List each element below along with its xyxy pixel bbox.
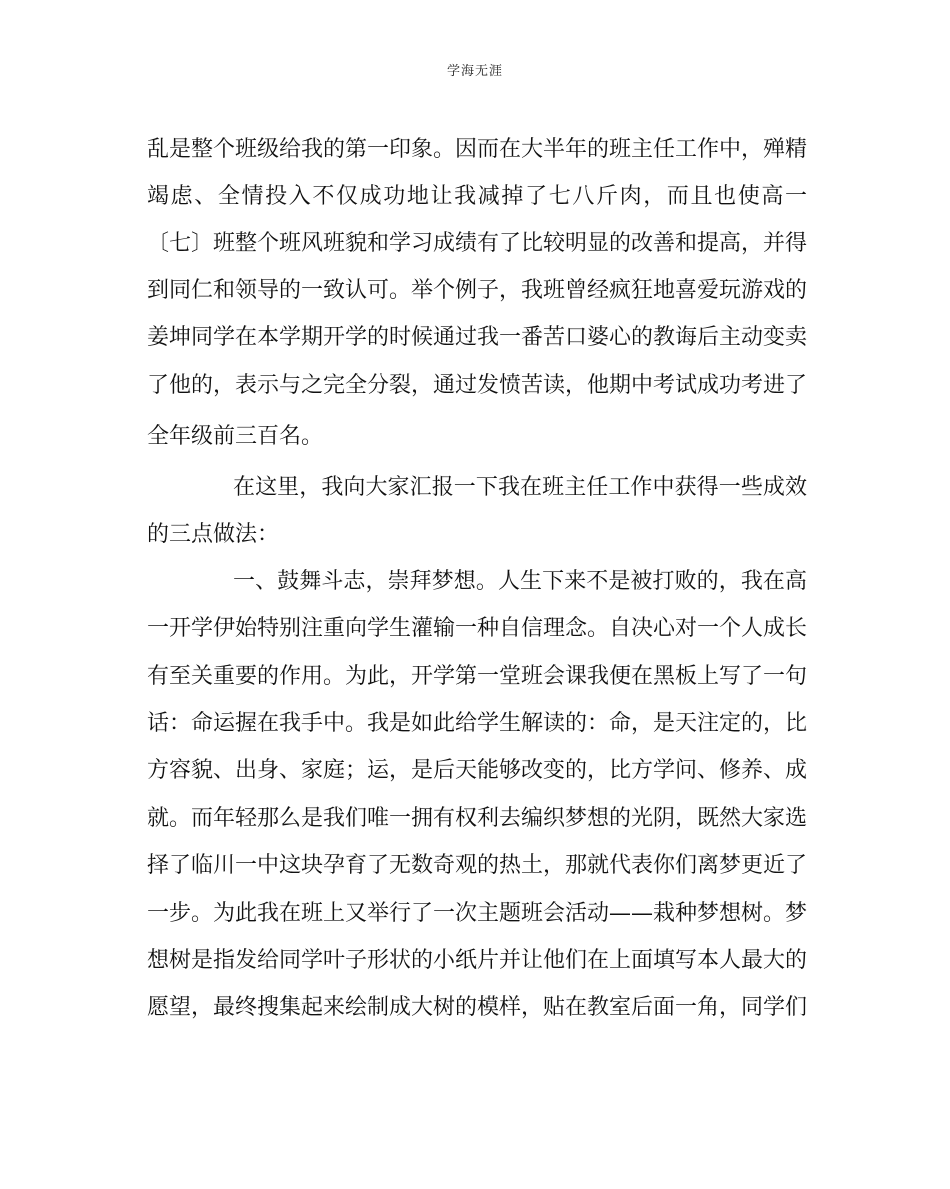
paragraph-line: 〔七〕班整个班风班貌和学习成绩有了比较明显的改善和提高，并得 <box>147 231 808 256</box>
paragraph-line: 择了临川一中这块孕育了无数奇观的热土，那就代表你们离梦更近了 <box>147 853 808 878</box>
paragraph-line: 的三点做法： <box>147 522 280 547</box>
paragraph-line: 就。而年轻那么是我们唯一拥有权利去编织梦想的光阴，既然大家选 <box>147 806 808 831</box>
paragraph-line: 一、鼓舞斗志，崇拜梦想。人生下来不是被打败的，我在高 <box>233 569 807 594</box>
paragraph-line: 到同仁和领导的一致认可。举个例子，我班曾经疯狂地喜爱玩游戏的 <box>147 278 808 303</box>
paragraph-line: 乱是整个班级给我的第一印象。因而在大半年的班主任工作中，殚精 <box>147 137 808 162</box>
paragraph-line: 有至关重要的作用。为此，开学第一堂班会课我便在黑板上写了一句 <box>147 664 808 689</box>
paragraph-line: 在这里，我向大家汇报一下我在班主任工作中获得一些成效 <box>233 475 807 500</box>
paragraph-line: 全年级前三百名。 <box>147 424 324 449</box>
paragraph-line: 竭虑、全情投入不仅成功地让我减掉了七八斤肉，而且也使高一 <box>147 184 807 209</box>
page-header: 学海无涯 <box>446 64 503 79</box>
paragraph-line: 了他的，表示与之完全分裂，通过发愤苦读，他期中考试成功考进了 <box>147 373 808 398</box>
paragraph-line: 想树是指发给同学叶子形状的小纸片并让他们在上面填写本人最大的 <box>147 948 808 973</box>
paragraph-line: 愿望，最终搜集起来绘制成大树的模样，贴在教室后面一角，同学们 <box>147 995 808 1020</box>
paragraph-line: 话：命运握在我手中。我是如此给学生解读的：命，是天注定的，比 <box>147 711 808 736</box>
paragraph-line: 姜坤同学在本学期开学的时候通过我一番苦口婆心的教诲后主动变卖 <box>147 325 808 350</box>
paragraph-line: 一步。为此我在班上又举行了一次主题班会活动——栽种梦想树。梦 <box>147 901 808 926</box>
paragraph-line: 方容貌、出身、家庭；运，是后天能够改变的，比方学问、修养、成 <box>147 758 808 783</box>
paragraph-line: 一开学伊始特别注重向学生灌输一种自信理念。自决心对一个人成长 <box>147 616 808 641</box>
